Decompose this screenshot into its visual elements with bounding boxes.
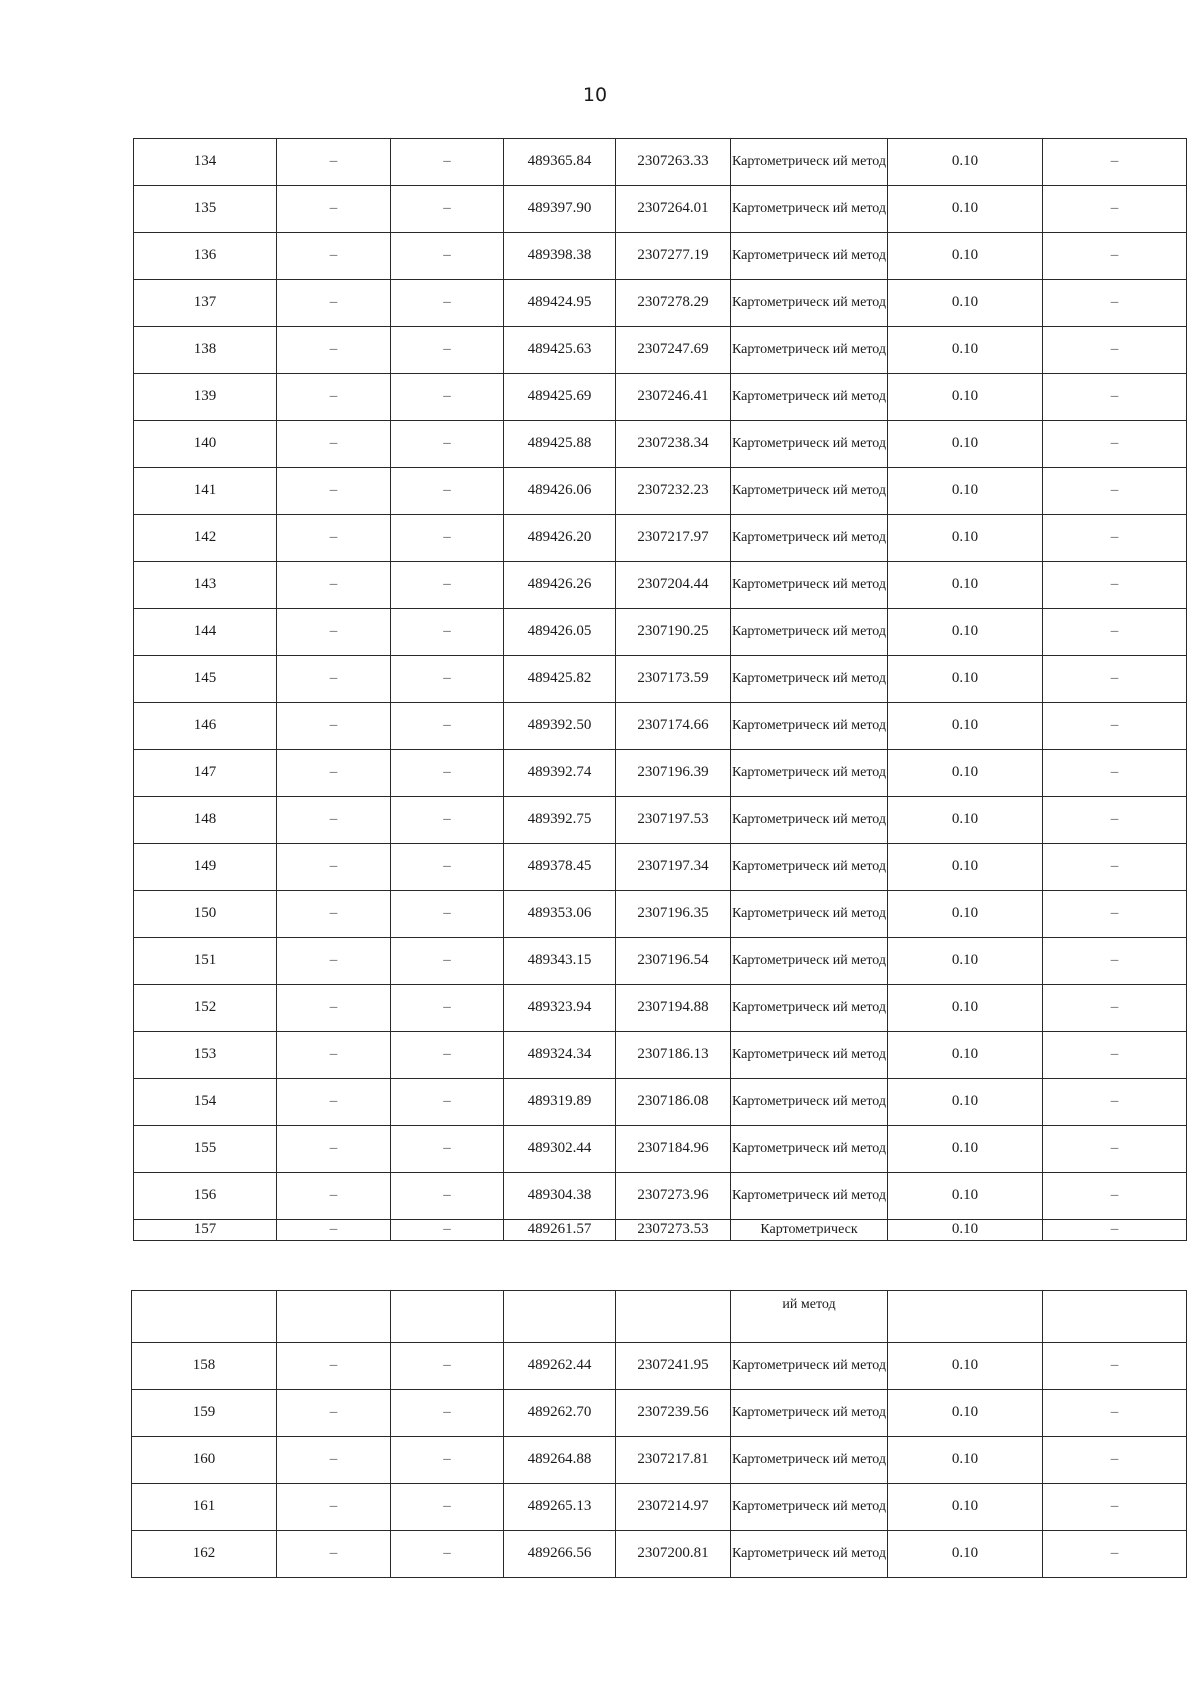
y-coordinate-cell: 2307239.56: [616, 1390, 731, 1437]
dash-cell: –: [1043, 1437, 1187, 1484]
point-number-cell: 144: [134, 609, 277, 656]
method-cell: Картометрическ ий метод: [731, 421, 888, 468]
dash-cell: –: [391, 1173, 504, 1220]
y-coordinate-cell: 2307197.53: [616, 797, 731, 844]
point-number-cell: 137: [134, 280, 277, 327]
accuracy-cell: 0.10: [888, 1484, 1043, 1531]
dash-cell: –: [277, 1173, 391, 1220]
dash-cell: –: [1043, 1032, 1187, 1079]
table-row: [134, 750, 1187, 797]
table-row: [132, 1343, 1187, 1390]
table-row: [134, 844, 1187, 891]
table-row: [132, 1531, 1187, 1578]
table-row: [134, 327, 1187, 374]
dash-cell: –: [277, 703, 391, 750]
method-cell: Картометрическ ий метод: [731, 1390, 888, 1437]
point-number-cell: 143: [134, 562, 277, 609]
dash-cell: –: [1043, 139, 1187, 186]
dash-cell: –: [1043, 1531, 1187, 1578]
dash-cell: –: [277, 609, 391, 656]
empty-cell: [616, 1291, 731, 1343]
dash-cell: –: [391, 280, 504, 327]
point-number-cell: 158: [132, 1343, 277, 1390]
dash-cell: –: [391, 327, 504, 374]
dash-cell: –: [277, 985, 391, 1032]
x-coordinate-cell: 489343.15: [504, 938, 616, 985]
dash-cell: –: [391, 1126, 504, 1173]
dash-cell: –: [1043, 186, 1187, 233]
dash-cell: –: [391, 938, 504, 985]
table-row: [134, 1032, 1187, 1079]
x-coordinate-cell: 489392.74: [504, 750, 616, 797]
y-coordinate-cell: 2307246.41: [616, 374, 731, 421]
method-cell: Картометрическ ий метод: [731, 797, 888, 844]
method-cell: Картометрическ ий метод: [731, 844, 888, 891]
x-coordinate-cell: 489353.06: [504, 891, 616, 938]
dash-cell: –: [277, 1390, 391, 1437]
dash-cell: –: [1043, 233, 1187, 280]
table-row: [134, 609, 1187, 656]
dash-cell: –: [277, 233, 391, 280]
method-cell: Картометрическ ий метод: [731, 1437, 888, 1484]
point-number-cell: 142: [134, 515, 277, 562]
table-row: [134, 1079, 1187, 1126]
method-cell: Картометрическ ий метод: [731, 562, 888, 609]
dash-cell: –: [277, 280, 391, 327]
method-cell: Картометрическ ий метод: [731, 985, 888, 1032]
accuracy-cell: 0.10: [888, 891, 1043, 938]
y-coordinate-cell: 2307273.53: [616, 1220, 731, 1241]
point-number-cell: 141: [134, 468, 277, 515]
y-coordinate-cell: 2307264.01: [616, 186, 731, 233]
dash-cell: –: [1043, 703, 1187, 750]
method-cell: Картометрическ ий метод: [731, 186, 888, 233]
accuracy-cell: 0.10: [888, 1531, 1043, 1578]
point-number-cell: 136: [134, 233, 277, 280]
y-coordinate-cell: 2307200.81: [616, 1531, 731, 1578]
dash-cell: –: [277, 468, 391, 515]
point-number-cell: 150: [134, 891, 277, 938]
x-coordinate-cell: 489266.56: [504, 1531, 616, 1578]
dash-cell: –: [277, 1484, 391, 1531]
x-coordinate-cell: 489262.70: [504, 1390, 616, 1437]
y-coordinate-cell: 2307184.96: [616, 1126, 731, 1173]
dash-cell: –: [391, 1032, 504, 1079]
method-cell: Картометрическ ий метод: [731, 1126, 888, 1173]
coordinates-table-2: [131, 1290, 1187, 1578]
method-cell: Картометрическ ий метод: [731, 374, 888, 421]
dash-cell: –: [1043, 938, 1187, 985]
method-cell: Картометрическ ий метод: [731, 938, 888, 985]
accuracy-cell: 0.10: [888, 515, 1043, 562]
dash-cell: –: [1043, 609, 1187, 656]
dash-cell: –: [1043, 1343, 1187, 1390]
dash-cell: –: [391, 1220, 504, 1241]
dash-cell: –: [277, 327, 391, 374]
dash-cell: –: [1043, 985, 1187, 1032]
dash-cell: –: [277, 1032, 391, 1079]
accuracy-cell: 0.10: [888, 656, 1043, 703]
y-coordinate-cell: 2307186.08: [616, 1079, 731, 1126]
dash-cell: –: [1043, 844, 1187, 891]
point-number-cell: 148: [134, 797, 277, 844]
y-coordinate-cell: 2307190.25: [616, 609, 731, 656]
y-coordinate-cell: 2307241.95: [616, 1343, 731, 1390]
dash-cell: –: [277, 139, 391, 186]
y-coordinate-cell: 2307214.97: [616, 1484, 731, 1531]
dash-cell: –: [391, 891, 504, 938]
dash-cell: –: [391, 139, 504, 186]
y-coordinate-cell: 2307277.19: [616, 233, 731, 280]
dash-cell: –: [391, 750, 504, 797]
dash-cell: –: [391, 1484, 504, 1531]
x-coordinate-cell: 489424.95: [504, 280, 616, 327]
dash-cell: –: [1043, 1126, 1187, 1173]
table-row: [134, 656, 1187, 703]
accuracy-cell: 0.10: [888, 374, 1043, 421]
accuracy-cell: 0.10: [888, 938, 1043, 985]
point-number-cell: 160: [132, 1437, 277, 1484]
table-row: [134, 515, 1187, 562]
x-coordinate-cell: 489392.75: [504, 797, 616, 844]
dash-cell: –: [277, 186, 391, 233]
method-cell: Картометрическ ий метод: [731, 1484, 888, 1531]
accuracy-cell: 0.10: [888, 703, 1043, 750]
table-row: [134, 985, 1187, 1032]
method-cell: Картометрическ ий метод: [731, 1032, 888, 1079]
empty-cell: [132, 1291, 277, 1343]
point-number-cell: 156: [134, 1173, 277, 1220]
accuracy-cell: 0.10: [888, 985, 1043, 1032]
accuracy-cell: 0.10: [888, 609, 1043, 656]
accuracy-cell: 0.10: [888, 139, 1043, 186]
dash-cell: –: [391, 374, 504, 421]
table-row: [132, 1437, 1187, 1484]
dash-cell: –: [391, 1437, 504, 1484]
accuracy-cell: 0.10: [888, 186, 1043, 233]
table-row: [134, 139, 1187, 186]
x-coordinate-cell: 489426.26: [504, 562, 616, 609]
empty-cell: [504, 1291, 616, 1343]
dash-cell: –: [277, 750, 391, 797]
point-number-cell: 135: [134, 186, 277, 233]
dash-cell: –: [277, 374, 391, 421]
dash-cell: –: [277, 421, 391, 468]
table-row: [134, 938, 1187, 985]
method-cell: Картометрическ ий метод: [731, 139, 888, 186]
y-coordinate-cell: 2307278.29: [616, 280, 731, 327]
point-number-cell: 134: [134, 139, 277, 186]
dash-cell: –: [391, 421, 504, 468]
x-coordinate-cell: 489324.34: [504, 1032, 616, 1079]
x-coordinate-cell: 489425.88: [504, 421, 616, 468]
dash-cell: –: [391, 1343, 504, 1390]
dash-cell: –: [391, 985, 504, 1032]
table-row: [134, 1126, 1187, 1173]
method-cell: Картометрическ ий метод: [731, 609, 888, 656]
y-coordinate-cell: 2307232.23: [616, 468, 731, 515]
accuracy-cell: 0.10: [888, 1390, 1043, 1437]
x-coordinate-cell: 489304.38: [504, 1173, 616, 1220]
method-cell: Картометрическ ий метод: [731, 1531, 888, 1578]
table-row: [134, 891, 1187, 938]
dash-cell: –: [391, 656, 504, 703]
x-coordinate-cell: 489425.69: [504, 374, 616, 421]
method-cell: Картометрическ ий метод: [731, 703, 888, 750]
x-coordinate-cell: 489398.38: [504, 233, 616, 280]
dash-cell: –: [277, 656, 391, 703]
y-coordinate-cell: 2307263.33: [616, 139, 731, 186]
point-number-cell: 157: [134, 1220, 277, 1241]
accuracy-cell: 0.10: [888, 327, 1043, 374]
y-coordinate-cell: 2307196.39: [616, 750, 731, 797]
accuracy-cell: 0.10: [888, 280, 1043, 327]
x-coordinate-cell: 489426.05: [504, 609, 616, 656]
dash-cell: –: [1043, 1220, 1187, 1241]
dash-cell: –: [1043, 1390, 1187, 1437]
method-cell: Картометрическ ий метод: [731, 280, 888, 327]
method-cell: Картометрическ ий метод: [731, 750, 888, 797]
dash-cell: –: [277, 1343, 391, 1390]
dash-cell: –: [1043, 750, 1187, 797]
accuracy-cell: 0.10: [888, 844, 1043, 891]
method-cell: Картометрическ ий метод: [731, 891, 888, 938]
y-coordinate-cell: 2307197.34: [616, 844, 731, 891]
method-cell: Картометрическ ий метод: [731, 656, 888, 703]
dash-cell: –: [1043, 1079, 1187, 1126]
y-coordinate-cell: 2307217.81: [616, 1437, 731, 1484]
table-row: [134, 280, 1187, 327]
table-row: [134, 703, 1187, 750]
dash-cell: –: [391, 1079, 504, 1126]
dash-cell: –: [277, 1220, 391, 1241]
y-coordinate-cell: 2307204.44: [616, 562, 731, 609]
accuracy-cell: 0.10: [888, 797, 1043, 844]
y-coordinate-cell: 2307196.54: [616, 938, 731, 985]
empty-cell: [277, 1291, 391, 1343]
x-coordinate-cell: 489425.63: [504, 327, 616, 374]
accuracy-cell: 0.10: [888, 1079, 1043, 1126]
accuracy-cell: 0.10: [888, 1220, 1043, 1241]
accuracy-cell: 0.10: [888, 421, 1043, 468]
empty-cell: [391, 1291, 504, 1343]
table-row: [134, 186, 1187, 233]
dash-cell: –: [277, 938, 391, 985]
accuracy-cell: 0.10: [888, 1126, 1043, 1173]
point-number-cell: 138: [134, 327, 277, 374]
accuracy-cell: 0.10: [888, 750, 1043, 797]
y-coordinate-cell: 2307238.34: [616, 421, 731, 468]
x-coordinate-cell: 489265.13: [504, 1484, 616, 1531]
method-continuation-cell: ий метод: [731, 1291, 888, 1343]
x-coordinate-cell: 489365.84: [504, 139, 616, 186]
table-row: [134, 1173, 1187, 1220]
method-cell: Картометрическ ий метод: [731, 1079, 888, 1126]
accuracy-cell: 0.10: [888, 468, 1043, 515]
table-row: [132, 1390, 1187, 1437]
dash-cell: –: [1043, 515, 1187, 562]
dash-cell: –: [391, 468, 504, 515]
dash-cell: –: [277, 1437, 391, 1484]
point-number-cell: 159: [132, 1390, 277, 1437]
method-cell: Картометрическ ий метод: [731, 327, 888, 374]
x-coordinate-cell: 489378.45: [504, 844, 616, 891]
x-coordinate-cell: 489426.06: [504, 468, 616, 515]
x-coordinate-cell: 489426.20: [504, 515, 616, 562]
y-coordinate-cell: 2307173.59: [616, 656, 731, 703]
point-number-cell: 145: [134, 656, 277, 703]
point-number-cell: 151: [134, 938, 277, 985]
y-coordinate-cell: 2307186.13: [616, 1032, 731, 1079]
dash-cell: –: [391, 233, 504, 280]
dash-cell: –: [1043, 562, 1187, 609]
method-cell: Картометрическ ий метод: [731, 515, 888, 562]
dash-cell: –: [391, 515, 504, 562]
point-number-cell: 146: [134, 703, 277, 750]
dash-cell: –: [277, 562, 391, 609]
dash-cell: –: [391, 844, 504, 891]
dash-cell: –: [277, 797, 391, 844]
dash-cell: –: [1043, 468, 1187, 515]
dash-cell: –: [1043, 327, 1187, 374]
x-coordinate-cell: 489302.44: [504, 1126, 616, 1173]
table-row: [134, 562, 1187, 609]
x-coordinate-cell: 489264.88: [504, 1437, 616, 1484]
point-number-cell: 149: [134, 844, 277, 891]
y-coordinate-cell: 2307247.69: [616, 327, 731, 374]
y-coordinate-cell: 2307273.96: [616, 1173, 731, 1220]
accuracy-cell: 0.10: [888, 1173, 1043, 1220]
accuracy-cell: 0.10: [888, 233, 1043, 280]
dash-cell: –: [391, 1531, 504, 1578]
y-coordinate-cell: 2307196.35: [616, 891, 731, 938]
dash-cell: –: [391, 186, 504, 233]
accuracy-cell: 0.10: [888, 562, 1043, 609]
dash-cell: –: [391, 797, 504, 844]
point-number-cell: 155: [134, 1126, 277, 1173]
accuracy-cell: 0.10: [888, 1343, 1043, 1390]
method-cell: Картометрическ ий метод: [731, 1343, 888, 1390]
continuation-row: [132, 1291, 1187, 1343]
point-number-cell: 147: [134, 750, 277, 797]
dash-cell: –: [1043, 656, 1187, 703]
dash-cell: –: [277, 1531, 391, 1578]
dash-cell: –: [1043, 1173, 1187, 1220]
table-row: [134, 374, 1187, 421]
x-coordinate-cell: 489262.44: [504, 1343, 616, 1390]
empty-cell: [1043, 1291, 1187, 1343]
dash-cell: –: [277, 891, 391, 938]
point-number-cell: 162: [132, 1531, 277, 1578]
accuracy-cell: 0.10: [888, 1032, 1043, 1079]
method-cell: Картометрическ ий метод: [731, 1173, 888, 1220]
point-number-cell: 154: [134, 1079, 277, 1126]
dash-cell: –: [391, 1390, 504, 1437]
point-number-cell: 153: [134, 1032, 277, 1079]
coordinates-table-1: [133, 138, 1187, 1241]
accuracy-cell: 0.10: [888, 1437, 1043, 1484]
x-coordinate-cell: 489319.89: [504, 1079, 616, 1126]
dash-cell: –: [391, 562, 504, 609]
x-coordinate-cell: 489392.50: [504, 703, 616, 750]
point-number-cell: 140: [134, 421, 277, 468]
table-row: [132, 1484, 1187, 1531]
dash-cell: –: [1043, 1484, 1187, 1531]
x-coordinate-cell: 489323.94: [504, 985, 616, 1032]
empty-cell: [888, 1291, 1043, 1343]
dash-cell: –: [277, 1079, 391, 1126]
y-coordinate-cell: 2307174.66: [616, 703, 731, 750]
table-row: [134, 421, 1187, 468]
dash-cell: –: [277, 844, 391, 891]
dash-cell: –: [277, 515, 391, 562]
dash-cell: –: [391, 703, 504, 750]
y-coordinate-cell: 2307194.88: [616, 985, 731, 1032]
x-coordinate-cell: 489425.82: [504, 656, 616, 703]
y-coordinate-cell: 2307217.97: [616, 515, 731, 562]
dash-cell: –: [391, 609, 504, 656]
dash-cell: –: [1043, 891, 1187, 938]
x-coordinate-cell: 489261.57: [504, 1220, 616, 1241]
dash-cell: –: [1043, 421, 1187, 468]
table-row: [134, 797, 1187, 844]
method-cell: Картометрическ ий метод: [731, 468, 888, 515]
dash-cell: –: [277, 1126, 391, 1173]
point-number-cell: 152: [134, 985, 277, 1032]
x-coordinate-cell: 489397.90: [504, 186, 616, 233]
dash-cell: –: [1043, 374, 1187, 421]
dash-cell: –: [1043, 797, 1187, 844]
method-cell: Картометрическ: [731, 1220, 888, 1241]
table-row: [134, 468, 1187, 515]
method-cell: Картометрическ ий метод: [731, 233, 888, 280]
page-number: 10: [582, 84, 608, 106]
table-row: [134, 1220, 1187, 1241]
dash-cell: –: [1043, 280, 1187, 327]
table-row: [134, 233, 1187, 280]
point-number-cell: 139: [134, 374, 277, 421]
point-number-cell: 161: [132, 1484, 277, 1531]
